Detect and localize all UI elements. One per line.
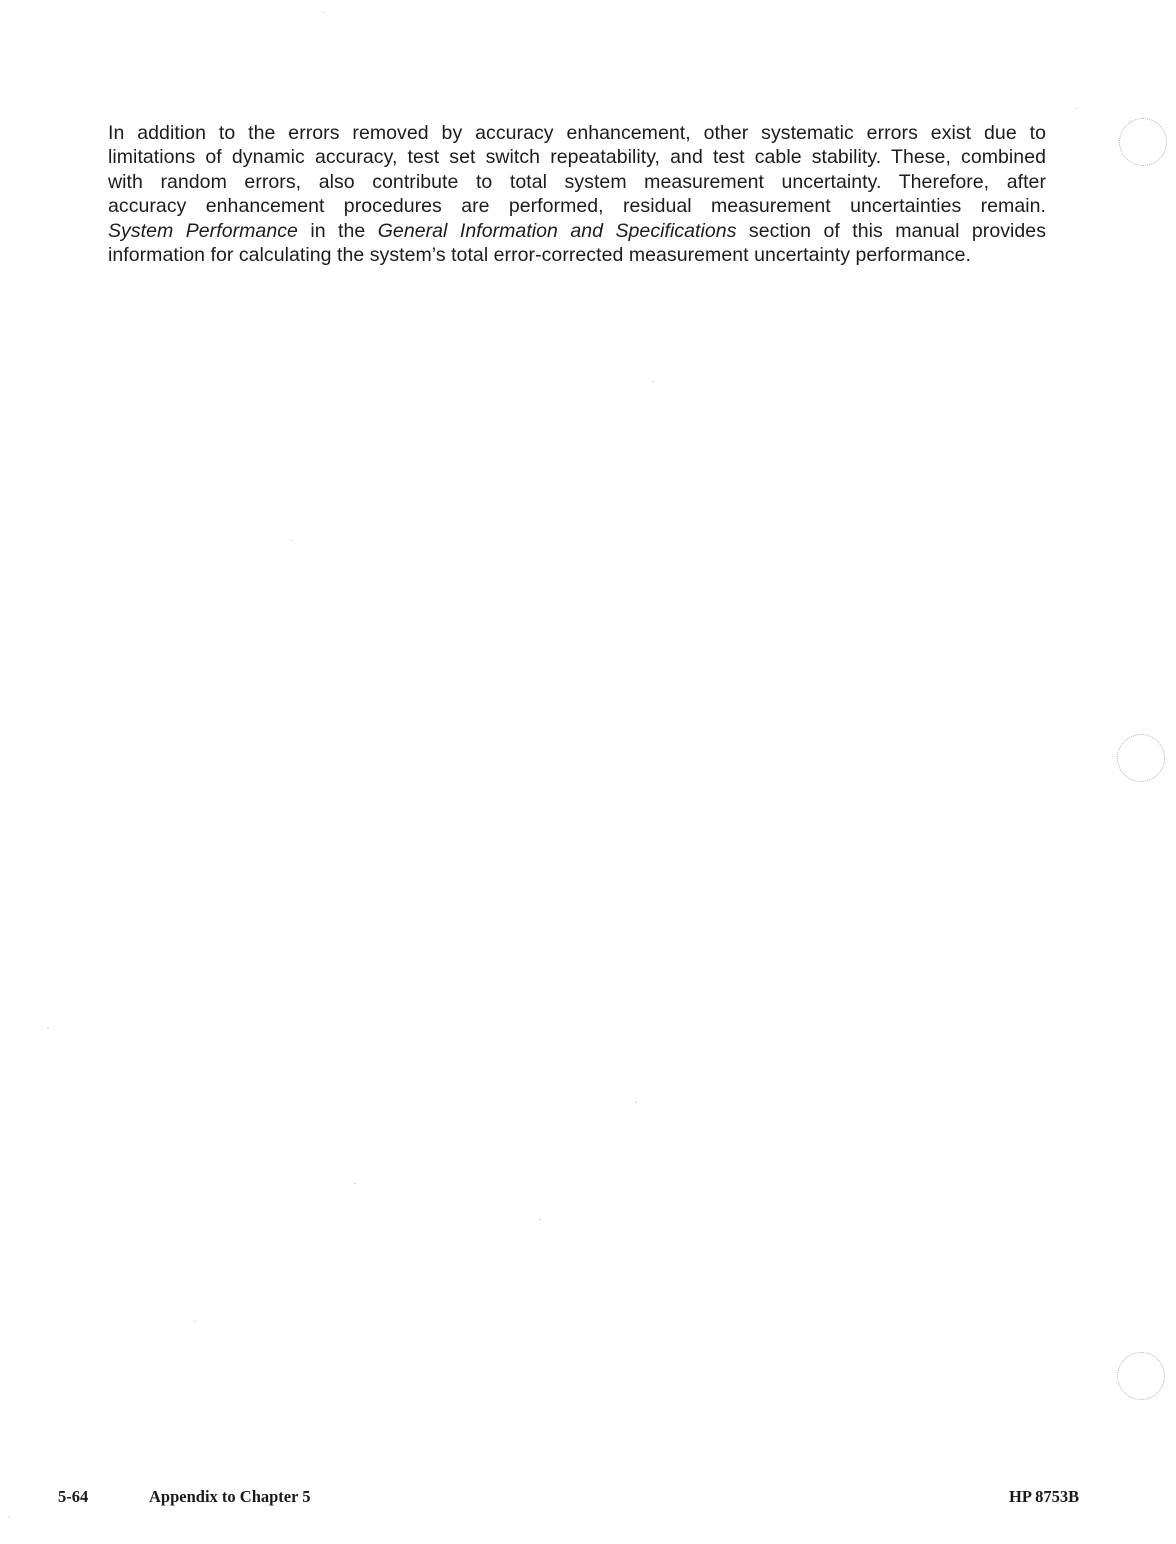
paragraph-line xyxy=(108,145,1046,169)
scan-speck xyxy=(635,1102,637,1103)
footer-page-number: 5-64 xyxy=(58,1487,89,1506)
scan-speck xyxy=(290,540,292,541)
scan-speck xyxy=(652,381,654,382)
scan-speck xyxy=(47,1027,49,1028)
footer-chapter-title: Appendix to Chapter 5 xyxy=(149,1487,311,1506)
paragraph-line xyxy=(108,170,1046,194)
text-run: with random errors, also contribute to total system measurement uncertainty. Therefore, after xyxy=(108,170,1046,193)
scan-speck xyxy=(354,1183,356,1184)
scan-speck xyxy=(322,12,324,13)
text-run: in the xyxy=(297,219,378,242)
text-run: information for calculating the system’s total error-corrected measurement uncertainty performance. xyxy=(108,244,971,267)
scan-speck xyxy=(8,1516,10,1517)
binder-punch-hole-top xyxy=(1119,118,1167,166)
paragraph-line xyxy=(108,121,1046,145)
paragraph-line xyxy=(108,243,1046,267)
body-paragraph xyxy=(108,121,1046,267)
paragraph-line xyxy=(108,219,1046,243)
text-run: In addition to the errors removed by accuracy enhancement, other systematic errors exist due to xyxy=(108,122,1046,144)
paragraph-line xyxy=(108,194,1046,218)
footer-model-number: HP 8753B xyxy=(1009,1487,1080,1506)
scan-speck xyxy=(539,1219,541,1220)
scan-speck xyxy=(194,1321,196,1322)
italic-reference: System Performance xyxy=(108,219,298,242)
binder-punch-hole-bottom xyxy=(1117,1352,1165,1400)
text-run: section of this manual provides xyxy=(736,219,1046,242)
binder-punch-hole-middle xyxy=(1117,734,1165,782)
scan-speck xyxy=(1076,108,1078,109)
italic-reference: General Information and Specifications xyxy=(377,219,737,242)
text-run: limitations of dynamic accuracy, test set switch repeatability, and test cable stability. These, combined xyxy=(108,146,1046,169)
text-run: accuracy enhancement procedures are performed, residual measurement uncertainties remain. xyxy=(108,195,1046,218)
